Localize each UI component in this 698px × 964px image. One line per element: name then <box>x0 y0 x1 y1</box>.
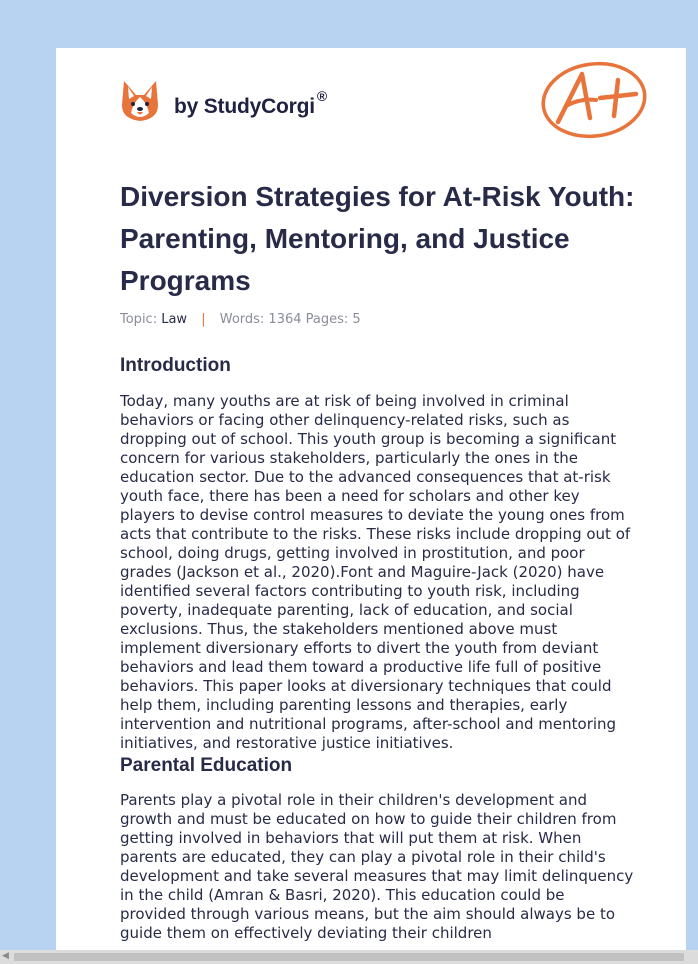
topic-label: Topic: <box>120 312 158 327</box>
page-count: Pages: 5 <box>305 312 361 327</box>
horizontal-scrollbar[interactable] <box>0 950 698 964</box>
scroll-left-icon[interactable]: ◀ <box>2 951 9 961</box>
document-title: Diversion Strategies for At-Risk Youth: Parenting, Mentoring, and Justice Programs <box>120 181 635 296</box>
studycorgi-logo[interactable] <box>120 76 327 126</box>
word-count: Words: 1364 <box>219 312 302 327</box>
section-heading-introduction: Introduction <box>120 355 231 376</box>
scrollbar-thumb[interactable] <box>14 953 684 961</box>
document-meta <box>120 312 361 327</box>
section-body-introduction: Today, many youths are at risk of being involved in criminal behaviors or facing other delinquency-related risks, such as dropping out of school. This youth group is becoming a significant concern for various stakeholders, particularly the ones in the education sector. Due to the advanced consequences that at-risk youth face, there has been a need for scholars and other key players to devise control measures to deviate the young ones from acts that contribute to the risks. These risks include dropping out of school, doing drugs, getting involved in prostitution, and poor grades (Jackson et al., 2020).Font and Maguire-Jack (2020) have identified several factors contributing to youth risk, including poverty, inadequate parenting, lack of education, and social exclusions. Thus, the stakeholders mentioned above must implement diversionary efforts to divert the youth from deviant behaviors and lead them toward a productive life full of positive behaviors. This paper looks at diversionary techniques that could help them, including parenting lessons and therapies, early intervention and nutritional programs, after-school and mentoring initiatives, and restorative justice initiatives. <box>120 392 631 752</box>
section-body-parental-education: Parents play a pivotal role in their children's development and growth and must be educated on how to guide their children from getting involved in behaviors that will put them at risk. When parents are educated, they can play a pivotal role in their child's development and take several measures that may limit delinquency in the child (Amran & Basri, 2020). This education could be provided through various means, but the aim should always be to guide them on effectively deviating their children <box>120 791 634 942</box>
a-plus-grade-icon <box>538 60 648 142</box>
corgi-icon <box>120 79 160 123</box>
brand-name: by StudyCorgi ® <box>174 87 328 118</box>
topic-link[interactable]: Law <box>161 312 188 327</box>
section-heading-parental-education: Parental Education <box>120 755 293 776</box>
document-page <box>56 48 686 951</box>
meta-separator: | <box>201 312 206 327</box>
document-body <box>120 353 634 943</box>
